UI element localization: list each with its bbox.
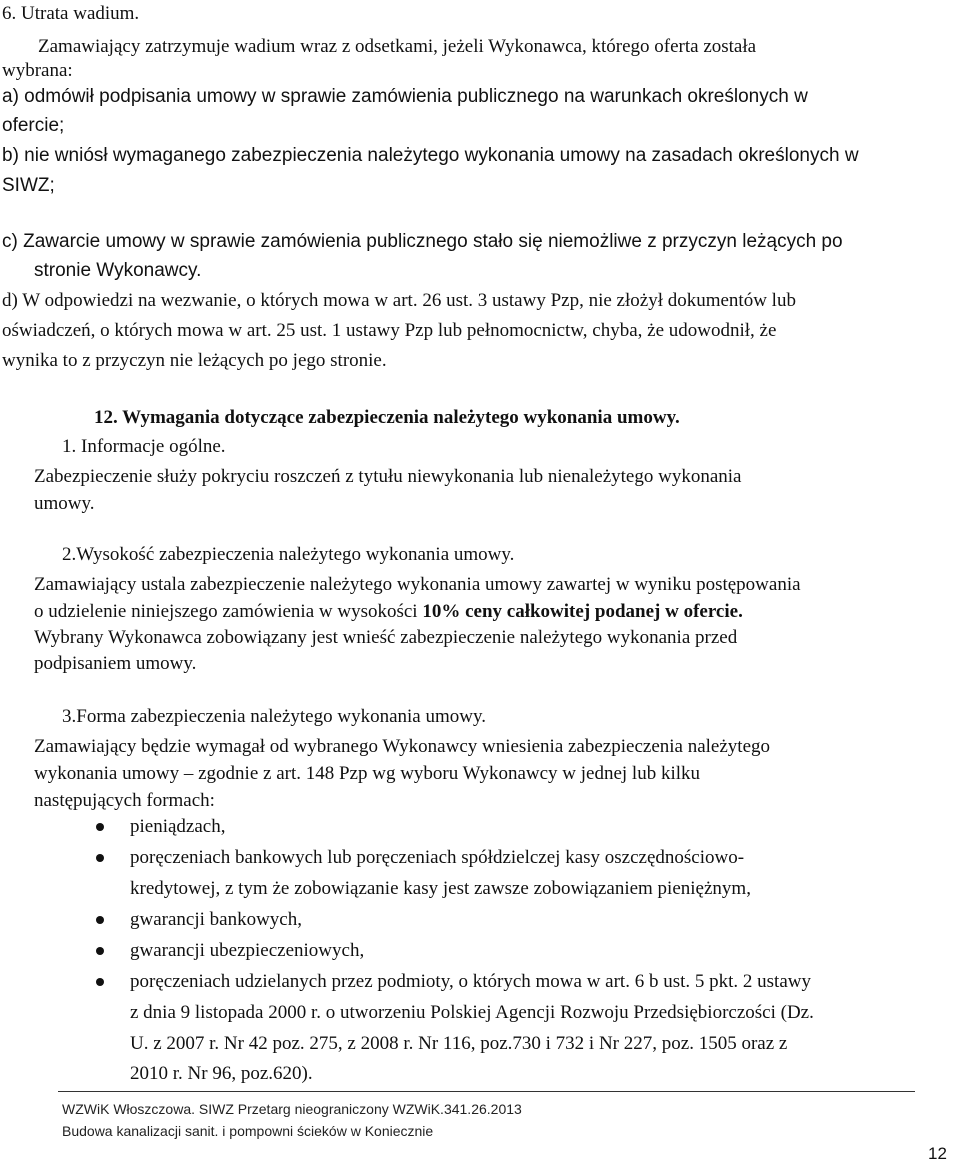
bullet-item: gwarancji ubezpieczeniowych, xyxy=(130,940,365,961)
subsection-3-heading: 3.Forma zabezpieczenia należytego wykonania umowy. xyxy=(62,706,486,727)
bullet-item-cont: 2010 r. Nr 96, poz.620). xyxy=(130,1063,313,1084)
bullet-icon xyxy=(96,823,104,831)
bullet-item: pieniądzach, xyxy=(130,816,226,837)
bullet-icon xyxy=(96,978,104,986)
footer-divider xyxy=(58,1091,915,1092)
bullet-item: gwarancji bankowych, xyxy=(130,909,302,930)
paragraph-line: Wybrany Wykonawca zobowiązany jest wnieść zabezpieczenie należytego wykonania przed xyxy=(34,627,738,648)
bullet-item-cont: kredytowej, z tym że zobowiązanie kasy jest zawsze zobowiązaniem pieniężnym, xyxy=(130,878,751,899)
list-item-b-cont: SIWZ; xyxy=(2,175,55,196)
bullet-icon xyxy=(96,947,104,955)
list-item-a: a) odmówił podpisania umowy w sprawie zamówienia publicznego na warunkach określonych w xyxy=(2,86,808,107)
paragraph-line: wykonania umowy – zgodnie z art. 148 Pzp wg wyboru Wykonawcy w jednej lub kilku xyxy=(34,763,701,784)
paragraph-line: następujących formach: xyxy=(34,790,215,811)
bullet-icon xyxy=(96,916,104,924)
list-item-d-cont: oświadczeń, o których mowa w art. 25 ust. 1 ustawy Pzp lub pełnomocnictw, chyba, że udowodnił, że xyxy=(2,320,777,341)
bullet-item: poręczeniach udzielanych przez podmioty, o których mowa w art. 6 b ust. 5 pkt. 2 ustawy xyxy=(130,971,811,992)
paragraph-line: podpisaniem umowy. xyxy=(34,653,197,674)
paragraph-line: Zamawiający będzie wymagał od wybranego Wykonawcy wniesienia zabezpieczenia należytego xyxy=(34,736,770,757)
footer-line: WZWiK Włoszczowa. SIWZ Przetarg nieograniczony WZWiK.341.26.2013 xyxy=(62,1101,522,1117)
paragraph-line: Zabezpieczenie służy pokryciu roszczeń z tytułu niewykonania lub nienależytego wykonania xyxy=(34,466,742,487)
paragraph-line: umowy. xyxy=(34,493,95,514)
bold-amount: 10% ceny całkowitej podanej w ofercie. xyxy=(422,601,743,622)
section-6-heading: 6. Utrata wadium. xyxy=(2,3,140,24)
section-12-heading: 12. Wymagania dotyczące zabezpieczenia należytego wykonania umowy. xyxy=(94,407,680,428)
list-item-d: d) W odpowiedzi na wezwanie, o których mowa w art. 26 ust. 3 ustawy Pzp, nie złożył dokumentów lub xyxy=(2,290,796,311)
paragraph-text: o udzielenie niniejszego zamówienia w wysokości xyxy=(34,601,423,622)
paragraph-line: wybrana: xyxy=(2,60,73,81)
subsection-2-heading: 2.Wysokość zabezpieczenia należytego wykonania umowy. xyxy=(62,544,515,565)
paragraph-line: Zamawiający zatrzymuje wadium wraz z odsetkami, jeżeli Wykonawca, którego oferta została xyxy=(38,36,757,57)
bullet-item-cont: U. z 2007 r. Nr 42 poz. 275, z 2008 r. Nr 116, poz.730 i 732 i Nr 227, poz. 1505 oraz z xyxy=(130,1033,788,1054)
paragraph-line: Zamawiający ustala zabezpieczenie należytego wykonania umowy zawartej w wyniku postępowania xyxy=(34,574,801,595)
bullet-icon xyxy=(96,854,104,862)
paragraph-line xyxy=(34,600,743,624)
subsection-1-heading: 1. Informacje ogólne. xyxy=(62,436,226,457)
footer-line: Budowa kanalizacji sanit. i pompowni ścieków w Koniecznie xyxy=(62,1123,434,1139)
list-item-b: b) nie wniósł wymaganego zabezpieczenia należytego wykonania umowy na zasadach określonych w xyxy=(2,145,859,166)
list-item-d-cont: wynika to z przyczyn nie leżących po jego stronie. xyxy=(2,350,387,371)
list-item-c-cont: stronie Wykonawcy. xyxy=(34,260,202,281)
list-item-c: c) Zawarcie umowy w sprawie zamówienia publicznego stało się niemożliwe z przyczyn leżących po xyxy=(2,231,843,252)
list-item-a-cont: ofercie; xyxy=(2,115,65,136)
page-number: 12 xyxy=(928,1144,947,1163)
bullet-item: poręczeniach bankowych lub poręczeniach spółdzielczej kasy oszczędnościowo- xyxy=(130,847,745,868)
bullet-item-cont: z dnia 9 listopada 2000 r. o utworzeniu Polskiej Agencji Rozwoju Przedsiębiorczości (Dz. xyxy=(130,1002,814,1023)
